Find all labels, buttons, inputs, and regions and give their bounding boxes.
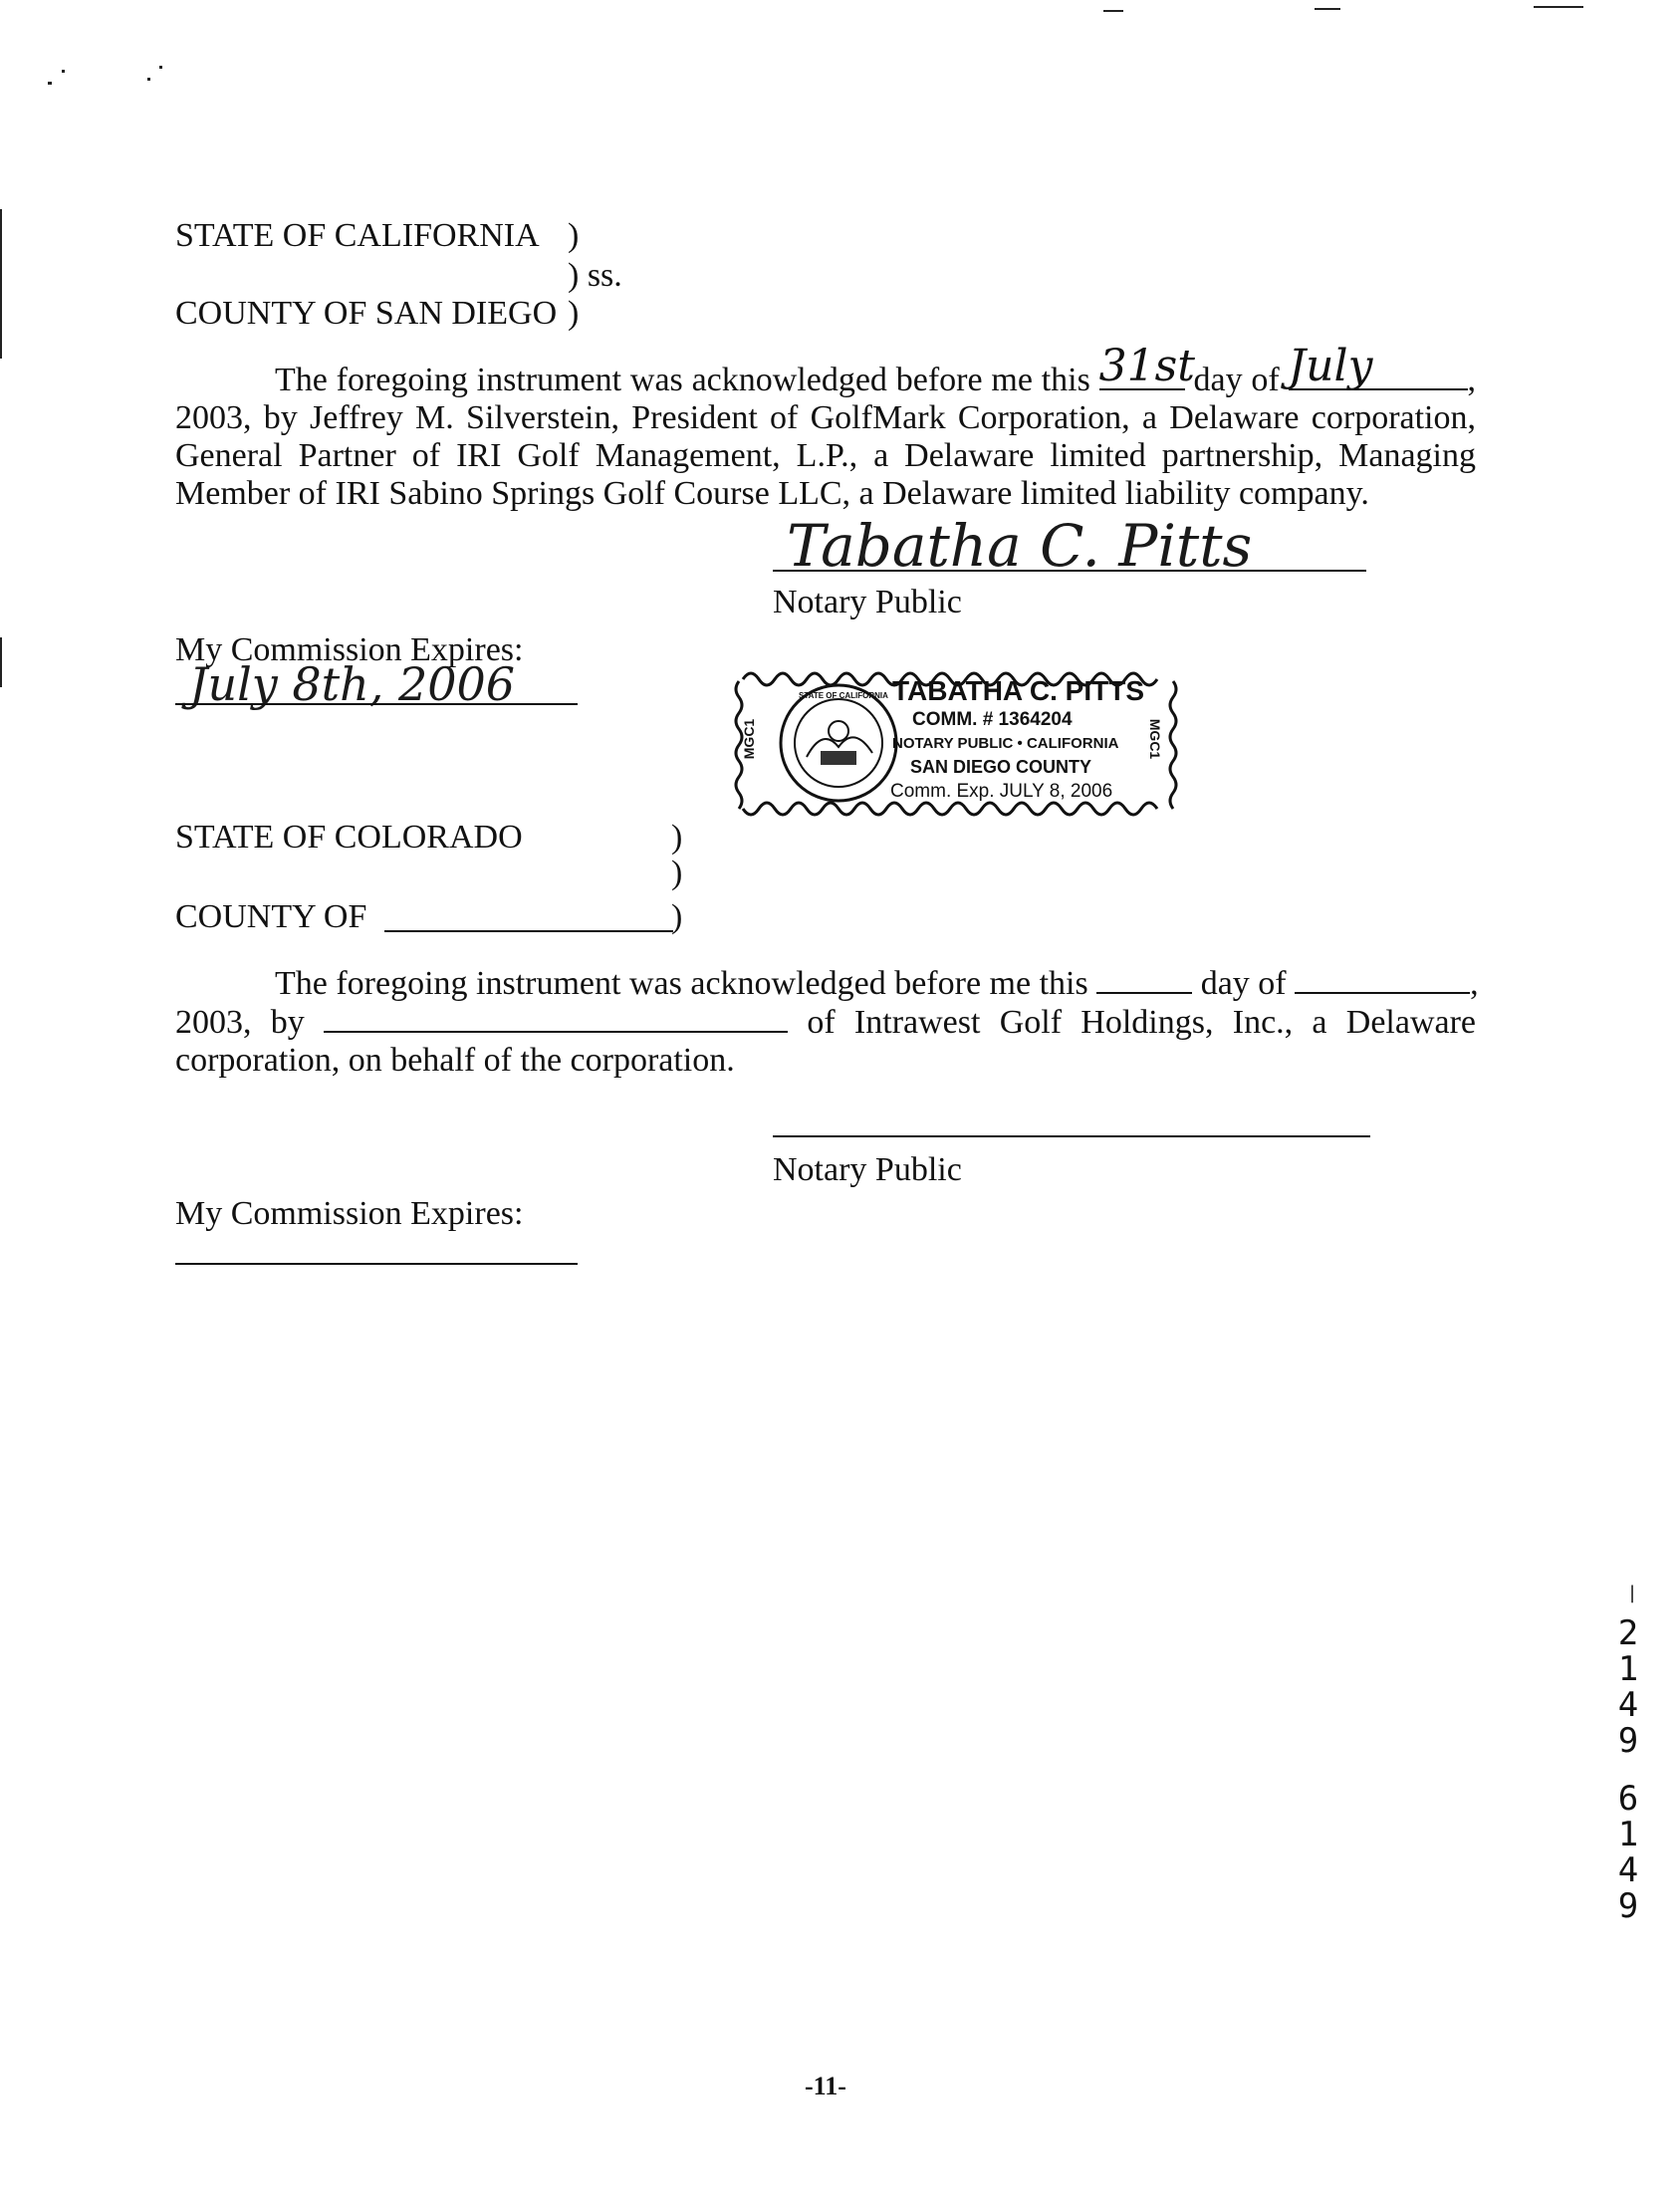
margin-tick-icon: | xyxy=(1626,1583,1638,1603)
ca-month-blank xyxy=(1288,341,1468,391)
margin-digit: 6 xyxy=(1617,1779,1639,1819)
ca-state-paren: ) xyxy=(568,217,580,254)
margin-digit: 9 xyxy=(1617,1886,1639,1926)
margin-digit: 9 xyxy=(1617,1721,1639,1761)
stamp-comm: COMM. # 1364204 xyxy=(912,709,1073,730)
ca-ack-line-2: 2003, by Jeffrey M. Silverstein, President of GolfMark Corporation, a Delaware corporation, xyxy=(175,399,1476,436)
ca-ss-label: ) ss. xyxy=(568,257,622,294)
ca-ack-line-3: General Partner of IRI Golf Management, L.P., a Delaware limited partnership, Managing xyxy=(175,437,1476,474)
stamp-title: NOTARY PUBLIC • CALIFORNIA xyxy=(892,735,1119,752)
stamp-side-code-right: MGC1 xyxy=(1147,718,1164,760)
ca-county-paren: ) xyxy=(568,295,580,332)
co-state-label: STATE OF COLORADO xyxy=(175,819,523,856)
ca-day-value: 31st xyxy=(1098,341,1195,391)
margin-digit: 1 xyxy=(1617,1649,1639,1689)
ca-ack-line-1: The foregoing instrument was acknowledged before me this 31st day of July , xyxy=(275,341,1477,398)
co-ack-line-1: The foregoing instrument was acknowledged before me this day of , xyxy=(275,965,1479,1002)
co-ack-paragraph xyxy=(175,964,1479,1080)
co-commission-line xyxy=(175,1263,578,1265)
ca-notary-signature: Tabatha C. Pitts xyxy=(787,512,1253,580)
co-county-label: COUNTY OF xyxy=(175,898,367,935)
page-number: -11- xyxy=(805,2072,846,2100)
ca-ack-paragraph xyxy=(175,341,1477,513)
co-county-paren: ) xyxy=(671,898,683,935)
scan-mark xyxy=(62,70,65,73)
ca-signature-line xyxy=(773,570,1366,572)
scan-mark xyxy=(1315,8,1340,10)
ca-state-label: STATE OF CALIFORNIA xyxy=(175,217,540,254)
notary-stamp xyxy=(733,657,1179,827)
ca-day-blank xyxy=(1098,341,1195,391)
ca-commission-label: My Commission Expires: xyxy=(175,631,524,668)
margin-digit: 4 xyxy=(1617,1850,1639,1890)
margin-digit: 2 xyxy=(1617,1613,1639,1653)
co-county-blank xyxy=(384,930,673,932)
stamp-side-code-left: MGC1 xyxy=(741,718,758,760)
stamp-name: TABATHA C. PITTS xyxy=(892,675,1145,706)
scan-mark xyxy=(1103,10,1123,12)
ca-notary-label: Notary Public xyxy=(773,584,962,620)
stamp-seal-text: STATE OF CALIFORNIA xyxy=(799,691,888,700)
co-signature-line xyxy=(773,1135,1370,1137)
co-ack-line-2: 2003, by of Intrawest Golf Holdings, Inc., a Delaware xyxy=(175,1004,1477,1041)
co-ack-line-3: corporation, on behalf of the corporation. xyxy=(175,1042,735,1079)
co-notary-label: Notary Public xyxy=(773,1151,962,1188)
scan-mark xyxy=(0,637,2,687)
stamp-expires: Comm. Exp. JULY 8, 2006 xyxy=(890,781,1113,802)
margin-digit: 1 xyxy=(1617,1815,1639,1854)
scan-mark xyxy=(48,82,52,85)
ca-county-label: COUNTY OF SAN DIEGO xyxy=(175,295,558,332)
scan-mark xyxy=(159,66,162,69)
scan-mark xyxy=(147,78,150,81)
co-day-blank xyxy=(1096,964,1192,994)
ca-commission-value: July 8th, 2006 xyxy=(189,657,516,711)
ca-month-value: July xyxy=(1288,341,1373,391)
co-paren-2: ) xyxy=(671,855,683,891)
scan-mark xyxy=(0,209,2,359)
co-name-blank xyxy=(324,1003,788,1033)
ca-commission-line xyxy=(175,703,578,705)
co-month-blank xyxy=(1295,964,1470,994)
stamp-county: SAN DIEGO COUNTY xyxy=(910,757,1092,777)
co-commission-label: My Commission Expires: xyxy=(175,1195,524,1232)
ca-ack-line-4: Member of IRI Sabino Springs Golf Course LLC, a Delaware limited liability company. xyxy=(175,475,1369,512)
margin-digit: 4 xyxy=(1617,1685,1639,1725)
scan-mark xyxy=(1534,6,1583,8)
co-state-paren: ) xyxy=(671,819,683,856)
